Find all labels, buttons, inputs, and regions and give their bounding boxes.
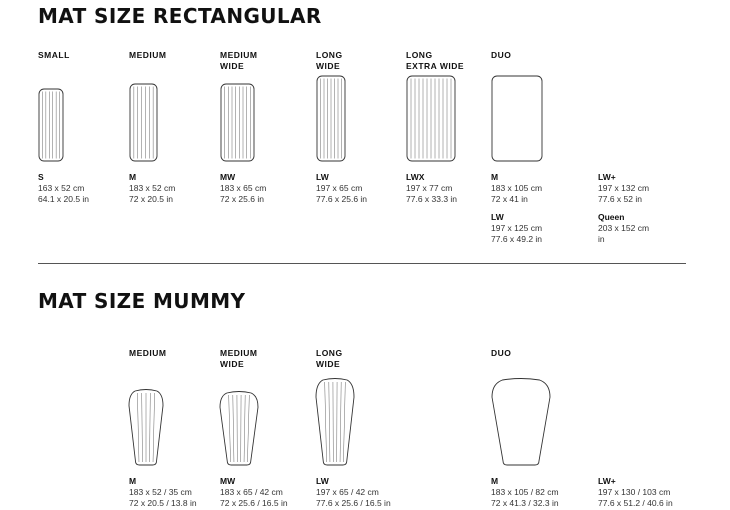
size-code: M bbox=[491, 172, 499, 182]
size-imperial: 72 x 41 in bbox=[491, 194, 528, 204]
size-imperial: 77.6 x 25.6 / 16.5 in bbox=[316, 498, 391, 508]
mat-mummy-long-wide-icon bbox=[315, 377, 355, 466]
rect-spec-small bbox=[38, 172, 89, 205]
size-imperial: 72 x 20.5 in bbox=[129, 194, 173, 204]
rect-spec-medium bbox=[129, 172, 175, 205]
size-code: LW+ bbox=[598, 172, 616, 182]
size-code: M bbox=[491, 476, 499, 486]
mat-mummy-medium-wide-icon bbox=[219, 390, 259, 466]
size-metric: 197 x 65 cm bbox=[316, 183, 363, 193]
size-metric: 183 x 52 cm bbox=[129, 183, 176, 193]
rect-spec-duo-m bbox=[491, 172, 542, 205]
mummy-label-medium: MEDIUM bbox=[129, 348, 167, 358]
size-imperial: 77.6 x 49.2 in bbox=[491, 234, 543, 244]
rect-spec-medium-wide bbox=[220, 172, 266, 205]
size-metric: 183 x 105 cm bbox=[491, 183, 543, 193]
size-imperial: 72 x 20.5 / 13.8 in bbox=[129, 498, 197, 508]
size-imperial: 77.6 x 52 in bbox=[598, 194, 642, 204]
size-code: M bbox=[129, 476, 137, 486]
size-code: MW bbox=[220, 476, 236, 486]
mat-rect-medium-wide-icon bbox=[220, 83, 255, 162]
mat-rect-long-wide-icon bbox=[316, 75, 346, 162]
mummy-spec-duo-m bbox=[491, 476, 559, 509]
size-imperial: 77.6 x 51.2 / 40.6 in bbox=[598, 498, 673, 508]
mat-rect-medium-icon bbox=[129, 83, 158, 162]
rect-label-duo: DUO bbox=[491, 50, 512, 60]
size-metric: 183 x 65 / 42 cm bbox=[220, 487, 283, 497]
rect-label-long-extra-wide: LONG EXTRA WIDE bbox=[406, 50, 465, 71]
rect-spec-long-wide bbox=[316, 172, 367, 205]
size-code: MW bbox=[220, 172, 236, 182]
size-imperial: 72 x 41.3 / 32.3 in bbox=[491, 498, 559, 508]
size-code: S bbox=[38, 172, 44, 182]
size-code: LWX bbox=[406, 172, 425, 182]
mummy-spec-medium-wide bbox=[220, 476, 288, 509]
size-metric: 197 x 125 cm bbox=[491, 223, 543, 233]
rect-label-medium-wide: MEDIUM WIDE bbox=[220, 50, 258, 71]
rectangular-title: MAT SIZE RECTANGULAR bbox=[38, 4, 322, 28]
rect-label-small: SMALL bbox=[38, 50, 70, 60]
size-imperial: 77.6 x 33.3 in bbox=[406, 194, 458, 204]
rect-spec-duo-lw bbox=[491, 212, 542, 245]
mat-rect-long-extra-wide-icon bbox=[406, 75, 456, 162]
size-code: M bbox=[129, 172, 137, 182]
size-metric: 183 x 52 / 35 cm bbox=[129, 487, 192, 497]
size-code: LW bbox=[316, 476, 329, 486]
size-code: LW bbox=[491, 212, 504, 222]
mummy-label-long-wide: LONG WIDE bbox=[316, 348, 343, 369]
size-metric: 203 x 152 cm bbox=[598, 223, 650, 233]
size-imperial: in bbox=[598, 234, 605, 244]
size-imperial: 77.6 x 25.6 in bbox=[316, 194, 368, 204]
mummy-spec-medium bbox=[129, 476, 197, 509]
size-metric: 197 x 77 cm bbox=[406, 183, 453, 193]
rect-spec-duo-lw-plus bbox=[598, 172, 649, 205]
mat-mummy-duo-icon bbox=[491, 377, 551, 466]
size-code: LW+ bbox=[598, 476, 616, 486]
size-metric: 197 x 132 cm bbox=[598, 183, 650, 193]
mummy-label-medium-wide: MEDIUM WIDE bbox=[220, 348, 258, 369]
rect-label-medium: MEDIUM bbox=[129, 50, 167, 60]
rect-spec-duo-queen bbox=[598, 212, 649, 245]
size-imperial: 72 x 25.6 in bbox=[220, 194, 264, 204]
size-metric: 197 x 65 / 42 cm bbox=[316, 487, 379, 497]
size-imperial: 64.1 x 20.5 in bbox=[38, 194, 90, 204]
size-metric: 197 x 130 / 103 cm bbox=[598, 487, 671, 497]
mummy-spec-duo-lw-plus bbox=[598, 476, 673, 509]
size-metric: 183 x 105 / 82 cm bbox=[491, 487, 559, 497]
size-code: Queen bbox=[598, 212, 625, 222]
mat-mummy-medium-icon bbox=[128, 388, 164, 466]
mat-rect-duo-icon bbox=[491, 75, 543, 162]
size-metric: 163 x 52 cm bbox=[38, 183, 85, 193]
mummy-title: MAT SIZE MUMMY bbox=[38, 289, 246, 313]
mummy-spec-long-wide bbox=[316, 476, 391, 509]
section-divider bbox=[38, 263, 686, 264]
rect-label-long-wide: LONG WIDE bbox=[316, 50, 343, 71]
size-imperial: 72 x 25.6 / 16.5 in bbox=[220, 498, 288, 508]
size-metric: 183 x 65 cm bbox=[220, 183, 267, 193]
mummy-label-duo: DUO bbox=[491, 348, 512, 358]
rect-spec-long-extra-wide bbox=[406, 172, 457, 205]
size-code: LW bbox=[316, 172, 329, 182]
mat-rect-small-icon bbox=[38, 88, 64, 162]
